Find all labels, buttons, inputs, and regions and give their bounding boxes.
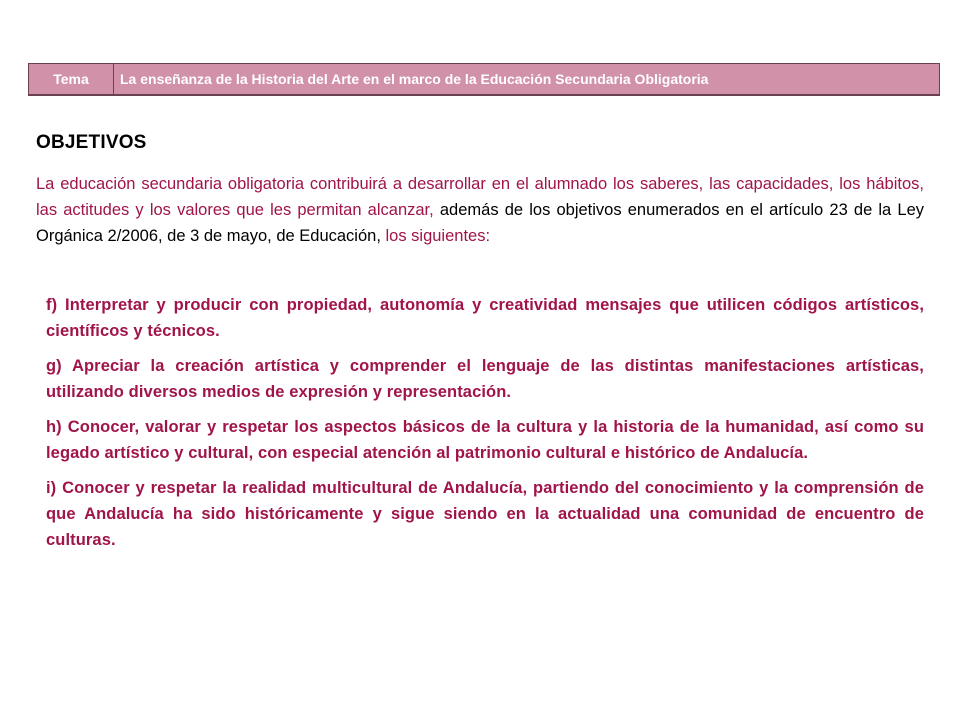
topic-label-cell: Tema (29, 64, 114, 94)
topic-title-cell: La enseñanza de la Historia del Arte en el marco de la Educación Secundaria Obligatoria (120, 71, 709, 87)
topic-header-table (28, 63, 940, 96)
intro-text-part1: La educación secundaria obligatoria contribuirá a desarrollar en el alumnado los saberes, las capacidades, los hábitos, las actitudes y los valores que les permitan alcanzar, (36, 175, 924, 219)
objectives-list (46, 292, 924, 562)
objective-g: g) Apreciar la creación artística y comprender el lenguaje de las distintas manifestaciones artísticas, utilizando diversos medios de expresión y representación. (46, 357, 924, 401)
section-heading: OBJETIVOS (36, 132, 147, 153)
objective-i: i) Conocer y respetar la realidad multicultural de Andalucía, partiendo del conocimiento y la comprensión de que Andalucía ha sido históricamente y sigue siendo en la actualidad una comunidad de encuentro de culturas. (46, 479, 924, 549)
intro-text-part3: los siguientes: (380, 227, 491, 245)
objective-f: f) Interpretar y producir con propiedad, autonomía y creatividad mensajes que utilicen códigos artísticos, científicos y técnicos. (46, 296, 924, 340)
objective-h: h) Conocer, valorar y respetar los aspectos básicos de la cultura y la historia de la humanidad, así como su legado artístico y cultural, con especial atención al patrimonio cultural e histórico de Andalucía. (46, 418, 924, 462)
intro-paragraph (36, 171, 924, 249)
intro-text-part2: además de los objetivos enumerados en el artículo 23 de la Ley Orgánica 2/2006, de 3 de mayo, de Educación, (36, 201, 924, 245)
